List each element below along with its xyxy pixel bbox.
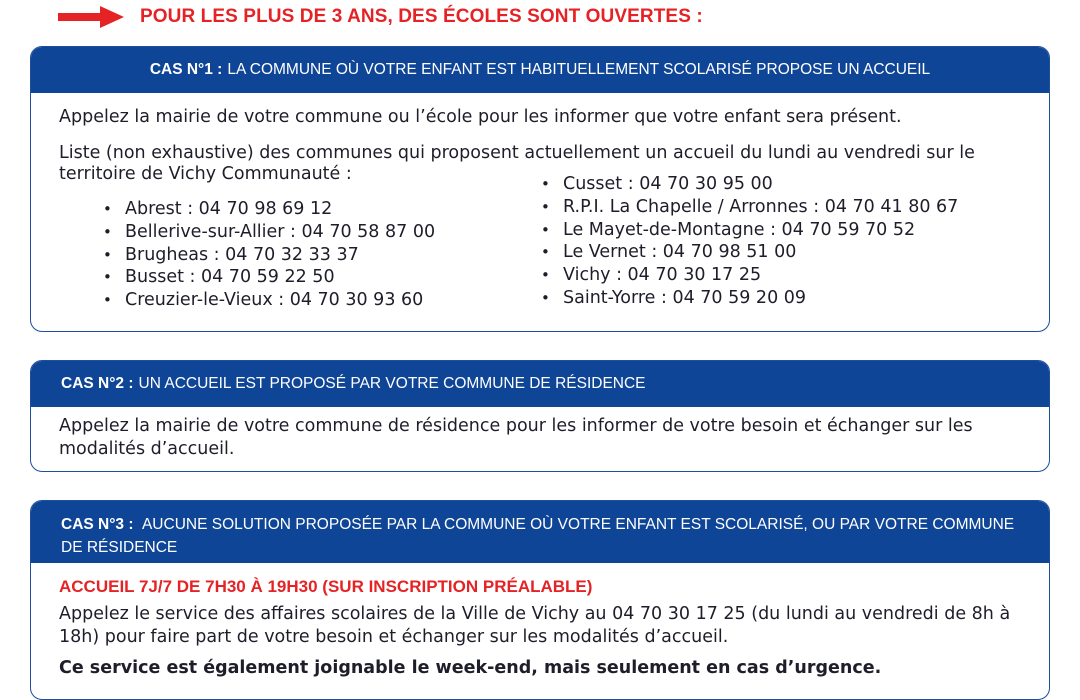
case-3-title: AUCUNE SOLUTION PROPOSÉE PAR LA COMMUNE OÙ VOTRE ENFANT EST SCOLARISÉ, OU PAR VOTRE COMMUNE DE RÉSIDENCE bbox=[61, 516, 1015, 556]
list-item: • Brugheas : 04 70 32 33 37 bbox=[103, 244, 435, 267]
case-1-title: LA COMMUNE OÙ VOTRE ENFANT EST HABITUELLEMENT SCOLARISÉ PROPOSE UN ACCUEIL bbox=[227, 61, 931, 78]
top-heading-text: POUR LES PLUS DE 3 ANS, DES ÉCOLES SONT OUVERTES : bbox=[140, 6, 703, 27]
case-2-label: CAS N°2 : bbox=[61, 375, 134, 392]
case-2-header bbox=[31, 361, 1049, 407]
commune-list-right bbox=[541, 173, 958, 310]
case-2-text: Appelez la mairie de votre commune de résidence pour les informer de votre besoin et échanger sur les modalités d’accueil. bbox=[59, 416, 973, 459]
commune-lists bbox=[31, 174, 1049, 315]
case-3-text: Appelez le service des affaires scolaires de la Ville de Vichy au 04 70 30 17 25 (du lundi au vendredi de 8h à 18h) pour faire part de votre besoin et échanger sur les modalités d’accueil. bbox=[59, 604, 1011, 647]
list-item: • Busset : 04 70 59 22 50 bbox=[103, 266, 435, 289]
list-item: • Creuzier-le-Vieux : 04 70 30 93 60 bbox=[103, 289, 435, 312]
list-item: • Abrest : 04 70 98 69 12 bbox=[103, 198, 435, 221]
case-3-accueil-heading: ACCUEIL 7J/7 DE 7H30 À 19H30 (SUR INSCRIPTION PRÉALABLE) bbox=[59, 577, 593, 596]
case-3-label: CAS N°3 : bbox=[61, 516, 134, 533]
case-1-header bbox=[31, 47, 1049, 93]
list-item: • Vichy : 04 70 30 17 25 bbox=[541, 264, 958, 287]
list-item: • Cusset : 04 70 30 95 00 bbox=[541, 173, 958, 196]
list-item: • R.P.I. La Chapelle / Arronnes : 04 70 41 80 67 bbox=[541, 196, 958, 219]
case-1-intro: Appelez la mairie de votre commune ou l’école pour les informer que votre enfant sera présent. bbox=[59, 107, 902, 127]
case-2-box bbox=[30, 360, 1050, 472]
top-heading bbox=[58, 0, 1058, 34]
commune-list-left bbox=[103, 198, 435, 312]
case-1-list-intro: Liste (non exhaustive) des communes qui proposent actuellement un accueil du lundi au vendredi sur le territoire de Vichy Communauté : bbox=[59, 143, 975, 184]
list-item: • Le Mayet-de-Montagne : 04 70 59 70 52 bbox=[541, 219, 958, 242]
case-3-header bbox=[31, 501, 1049, 563]
case-1-label: CAS N°1 : bbox=[149, 61, 223, 78]
list-item: • Saint-Yorre : 04 70 59 20 09 bbox=[541, 287, 958, 310]
case-3-box bbox=[30, 500, 1050, 700]
list-item: • Bellerive-sur-Allier : 04 70 58 87 00 bbox=[103, 221, 435, 244]
list-item: • Le Vernet : 04 70 98 51 00 bbox=[541, 241, 958, 264]
case-3-note: Ce service est également joignable le week-end, mais seulement en cas d’urgence. bbox=[59, 658, 882, 678]
case-1-box bbox=[30, 46, 1050, 332]
arrow-right-icon bbox=[58, 6, 124, 28]
case-2-title: UN ACCUEIL EST PROPOSÉ PAR VOTRE COMMUNE DE RÉSIDENCE bbox=[138, 375, 646, 392]
